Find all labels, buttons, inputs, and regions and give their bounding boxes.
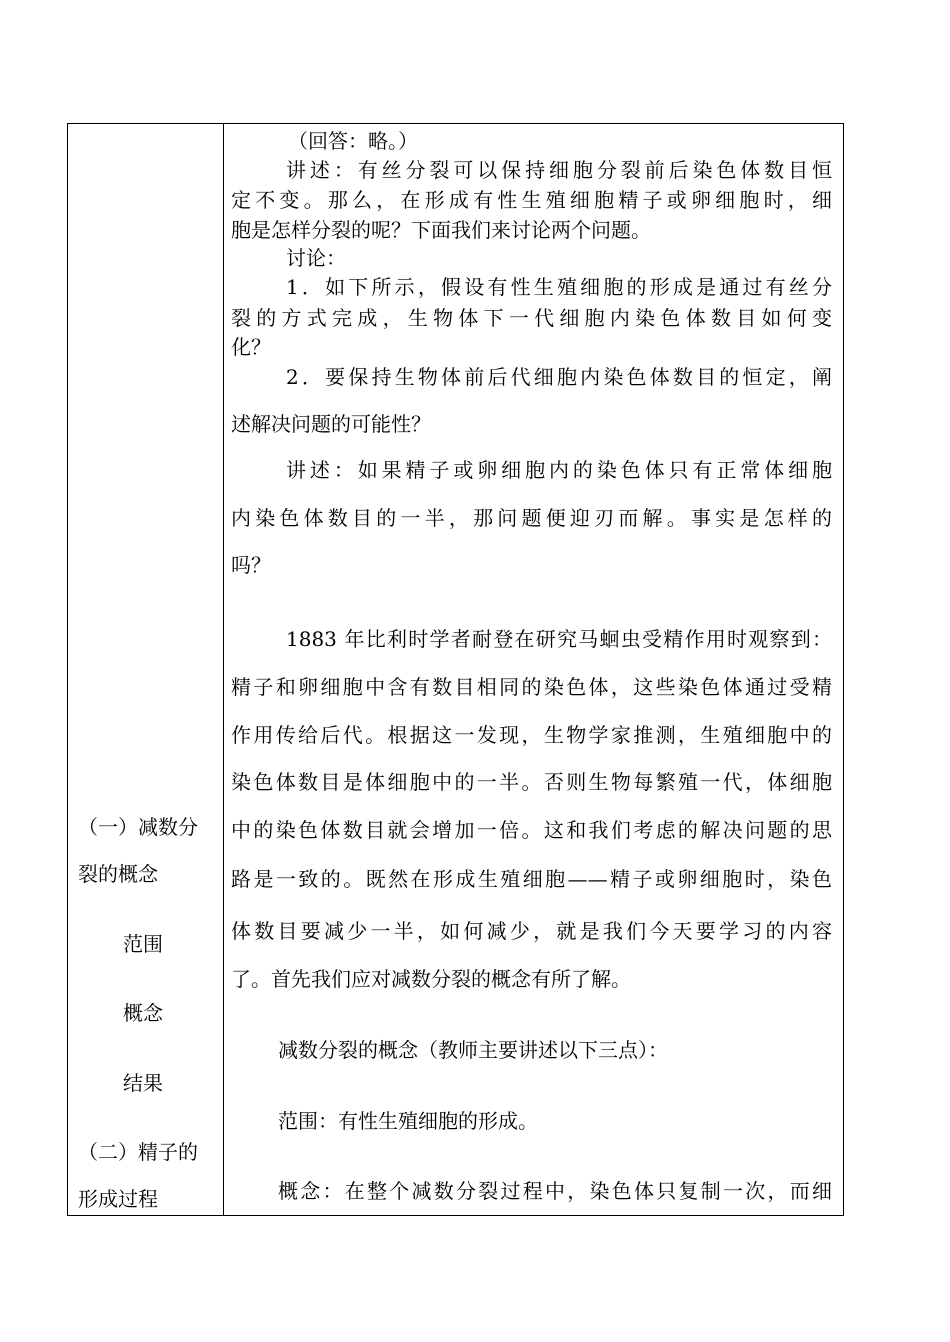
history-paragraph-line7: 体数目要减少一半，如何减少，就是我们今天要学习的内容 bbox=[231, 919, 832, 943]
outline-item-concept: 概念 bbox=[123, 1001, 163, 1025]
history-paragraph-line3: 作用传给后代。根据这一发现，生物学家推测，生殖细胞中的 bbox=[231, 723, 832, 747]
section-1-title-line2: 裂的概念 bbox=[78, 862, 158, 886]
question-2-line2: 述解决问题的可能性？ bbox=[231, 412, 431, 436]
discussion-label: 讨论： bbox=[286, 246, 346, 270]
concept-intro: 减数分裂的概念（教师主要讲述以下三点）： bbox=[278, 1038, 668, 1062]
history-paragraph-line5: 中的染色体数目就会增加一倍。这和我们考虑的解决问题的思 bbox=[231, 818, 832, 842]
question-1-line1: 1．如下所示，假设有性生殖细胞的形成是通过有丝分 bbox=[286, 275, 832, 299]
lecture-paragraph-2-line1: 讲述：如果精子或卵细胞内的染色体只有正常体细胞 bbox=[286, 458, 832, 482]
answer-note: （回答：略。） bbox=[288, 129, 418, 153]
history-paragraph-line2: 精子和卵细胞中含有数目相同的染色体，这些染色体通过受精 bbox=[231, 675, 832, 699]
question-1-line3: 化？ bbox=[231, 335, 271, 359]
lesson-table bbox=[67, 123, 844, 1216]
lecture-paragraph-1-line1: 讲述：有丝分裂可以保持细胞分裂前后染色体数目恒 bbox=[286, 158, 832, 182]
history-paragraph-line1: 1883 年比利时学者耐登在研究马蛔虫受精作用时观察到： bbox=[286, 627, 832, 651]
lecture-paragraph-2-line2: 内染色体数目的一半，那问题便迎刃而解。事实是怎样的 bbox=[231, 506, 832, 530]
outline-item-result: 结果 bbox=[123, 1071, 163, 1095]
question-2-line1: 2．要保持生物体前后代细胞内染色体数目的恒定，阐 bbox=[286, 365, 832, 389]
section-1-title-line1: （一）减数分 bbox=[78, 815, 198, 839]
history-paragraph-line6: 路是一致的。既然在形成生殖细胞——精子或卵细胞时，染色 bbox=[231, 867, 832, 891]
question-1-line2: 裂的方式完成，生物体下一代细胞内染色体数目如何变 bbox=[231, 306, 832, 330]
section-2-title-line2: 形成过程 bbox=[78, 1187, 158, 1211]
section-2-title-line1: （二）精子的 bbox=[78, 1140, 198, 1164]
outline-item-scope: 范围 bbox=[123, 932, 163, 956]
history-paragraph-line4: 染色体数目是体细胞中的一半。否则生物每繁殖一代，体细胞 bbox=[231, 770, 832, 794]
lecture-paragraph-1-line2: 定不变。那么，在形成有性生殖细胞精子或卵细胞时，细 bbox=[231, 188, 832, 212]
column-divider bbox=[223, 124, 224, 1215]
scope-text: 范围：有性生殖细胞的形成。 bbox=[278, 1109, 538, 1133]
history-paragraph-line8: 了。首先我们应对减数分裂的概念有所了解。 bbox=[231, 967, 631, 991]
lecture-paragraph-2-line3: 吗？ bbox=[231, 553, 271, 577]
lecture-paragraph-1-line3: 胞是怎样分裂的呢？下面我们来讨论两个问题。 bbox=[231, 218, 651, 242]
concept-text: 概念：在整个减数分裂过程中，染色体只复制一次，而细 bbox=[278, 1179, 832, 1203]
